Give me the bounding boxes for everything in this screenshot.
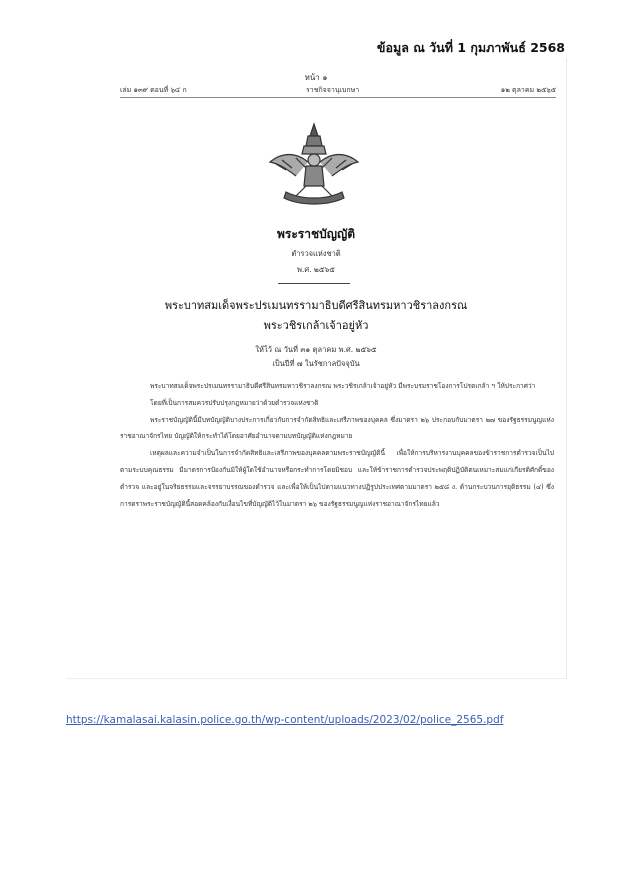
garuda-emblem-icon bbox=[266, 122, 362, 210]
title-divider bbox=[278, 283, 350, 284]
info-date-header: ข้อมูล ณ วันที่ 1 กุมภาพันธ์ 2568 bbox=[376, 40, 565, 55]
reign-year: เป็นปีที่ ๗ ในรัชกาลปัจจุบัน bbox=[272, 359, 360, 368]
gazette-page bbox=[66, 58, 567, 679]
running-header bbox=[120, 85, 556, 98]
gazette-name: ราชกิจจานุเบกษา bbox=[306, 86, 360, 94]
source-link[interactable]: https://kamalasai.kalasin.police.go.th/wp-content/uploads/2023/02/police_2565.pdf bbox=[66, 714, 504, 726]
document-title: พระราชบัญญัติ bbox=[277, 227, 355, 241]
king-title-line-2: พระวชิรเกล้าเจ้าอยู่หัว bbox=[263, 319, 369, 332]
volume-info: เล่ม ๑๓๙ ตอนที่ ๖๔ ก bbox=[120, 86, 187, 94]
document-body bbox=[120, 378, 554, 512]
king-title-line-1: พระบาทสมเด็จพระปรเมนทรรามาธิบดีศรีสินทรมหาวชิราลงกรณ bbox=[164, 299, 468, 312]
document-subtitle: ตำรวจแห่งชาติ bbox=[291, 249, 341, 258]
page-number: หน้า ๑ bbox=[304, 73, 328, 82]
paragraph: เหตุผลและความจำเป็นในการจำกัดสิทธิและเสรีภาพของบุคคลตามพระราชบัญญัตินี้ เพื่อให้การบริหารงานบุคคลของข้าราชการตำรวจเป็นไปตามระบบคุณธรรม มีมาตรการป้องกันมิให้ผู้ใดใช้อำนาจหรือกระทำการโดยมิชอบ และให้ข้าราชการตำรวจประพฤติปฏิบัติตนเหมาะสมแก่เกียรติศักดิ์ของตำรวจ และอยู่ในจริยธรรมและจรรยาบรรณของตำรวจ และเพื่อให้เป็นไปตามแนวทางปฏิรูปประเทศตามมาตรา ๒๕๘ ง. ด้านกระบวนการยุติธรรม (๔) ซึ่งการตราพระราชบัญญัตินี้สอดคล้องกับเงื่อนไขที่บัญญัติไว้ในมาตรา ๒๖ ของรัฐธรรมนูญแห่งราชอาณาจักรไทยแล้ว bbox=[120, 449, 554, 508]
document-year: พ.ศ. ๒๕๖๕ bbox=[297, 265, 335, 274]
paragraph: พระราชบัญญัตินี้มีบทบัญญัติบางประการเกี่ยวกับการจำกัดสิทธิและเสรีภาพของบุคคล ซึ่งมาตรา ๒๖ ประกอบกับมาตรา ๒๗ ของรัฐธรรมนูญแห่งราชอาณาจักรไทย บัญญัติให้กระทำได้โดยอาศัยอำนาจตามบทบัญญัติแห่งกฎหมาย bbox=[120, 415, 554, 441]
paragraph: พระบาทสมเด็จพระปรเมนทรรามาธิบดีศรีสินทรมหาวชิราลงกรณ พระวชิรเกล้าเจ้าอยู่หัว มีพระบรมราชโองการโปรดเกล้า ฯ ให้ประกาศว่า bbox=[150, 382, 536, 390]
paragraph: โดยที่เป็นการสมควรปรับปรุงกฎหมายว่าด้วยตำรวจแห่งชาติ bbox=[150, 398, 319, 407]
gazette-date: ๑๒ ตุลาคม ๒๕๖๕ bbox=[500, 86, 556, 94]
given-date: ให้ไว้ ณ วันที่ ๓๑ ตุลาคม พ.ศ. ๒๕๖๕ bbox=[255, 345, 377, 354]
